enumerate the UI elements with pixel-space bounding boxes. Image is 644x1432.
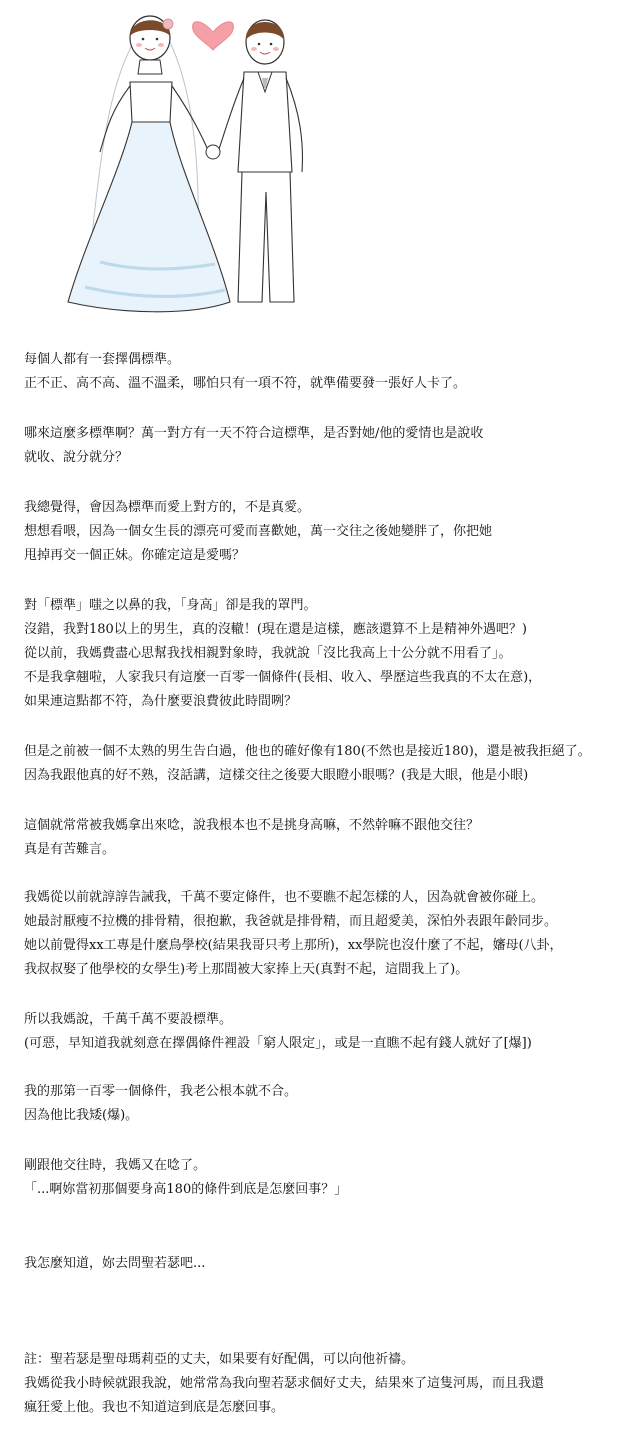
footnote-line: 瘋狂愛上他。我也不知道這到底是怎麼回事。 — [24, 1400, 285, 1415]
text-line: 因為我跟他真的好不熟，沒話講，這樣交往之後要大眼瞪小眼嗎？(我是大眼，他是小眼) — [24, 768, 529, 783]
text-line: 正不正、高不高、溫不溫柔，哪怕只有一項不符，就準備要發一張好人卡了。 — [24, 376, 467, 391]
text-line: 哪來這麼多標準啊？萬一對方有一天不符合這標準，是否對她/他的愛情也是說收 — [24, 426, 484, 441]
text-line: 剛跟他交往時，我媽又在唸了。 — [24, 1158, 207, 1173]
text-line: (可惡，早知道我就刻意在擇偶條件裡設「窮人限定」，或是一直瞧不起有錢人就好了[爆]) — [24, 1036, 532, 1051]
text-line: 但是之前被一個不太熟的男生告白過，他也的確好像有180(不然也是接近180)，還是被我拒絕了。 — [24, 744, 591, 759]
text-line: 我總覺得，會因為標準而愛上對方的，不是真愛。 — [24, 500, 311, 515]
text-line: 沒錯，我對180以上的男生，真的沒轍！(現在還是這樣，應該還算不上是精神外遇吧？) — [24, 622, 527, 637]
text-line: 不是我拿翹啦，人家我只有這麼一百零一個條件(長相、收入、學歷這些我真的不太在意)， — [24, 670, 542, 685]
text-line: 我媽從以前就諄諄告誡我，千萬不要定條件，也不要瞧不起怎樣的人，因為就會被你碰上。 — [24, 890, 545, 905]
text-line: 真是有苦難言。 — [24, 842, 116, 857]
text-line: 想想看喂，因為一個女生長的漂亮可愛而喜歡她，萬一交往之後她變胖了，你把她 — [24, 524, 493, 539]
text-line: 如果連這點都不符，為什麼要浪費彼此時間咧？ — [24, 694, 298, 709]
text-line: 我的那第一百零一個條件，我老公根本就不合。 — [24, 1084, 298, 1099]
text-line: 每個人都有一套擇偶標準。 — [24, 352, 181, 367]
text-line: 她以前覺得xx工專是什麼鳥學校(結果我哥只考上那所)，xx學院也沒什麼了不起，嬸母(八卦， — [24, 938, 563, 953]
text-line: 我怎麼知道，妳去問聖若瑟吧... — [24, 1256, 206, 1271]
text-line: 對「標準」嗤之以鼻的我，「身高」卻是我的罩門。 — [24, 598, 317, 613]
heart-icon — [193, 22, 234, 50]
text-line: 她最討厭瘦不拉機的排骨精，很抱歉，我爸就是排骨精，而且超愛美，深怕外表跟年齡同步。 — [24, 914, 558, 929]
text-line: 我叔叔娶了他學校的女學生)考上那間被大家捧上天(真對不起，這間我上了)。 — [24, 962, 469, 977]
text-line: 甩掉再交一個正妹。你確定這是愛嗎？ — [24, 548, 246, 563]
text-line: 就收、說分就分？ — [24, 450, 129, 465]
text-line: 「...啊妳當初那個要身高180的條件到底是怎麼回事？」 — [24, 1182, 348, 1197]
text-line: 從以前，我媽費盡心思幫我找相親對象時，我就說「沒比我高上十公分就不用看了」。 — [24, 646, 512, 661]
footnote-line: 我媽從我小時候就跟我說，她常常為我向聖若瑟求個好丈夫，結果來了這隻河馬，而且我還 — [24, 1376, 545, 1391]
text-line: 這個就常常被我媽拿出來唸，說我根本也不是挑身高嘛，不然幹嘛不跟他交往？ — [24, 818, 480, 833]
text-line: 因為他比我矮(爆)。 — [24, 1108, 139, 1123]
footnote-line: 註：聖若瑟是聖母瑪莉亞的丈夫，如果要有好配偶，可以向他祈禱。 — [24, 1352, 415, 1367]
wedding-couple-illustration — [30, 2, 330, 320]
text-line: 所以我媽說，千萬千萬不要設標準。 — [24, 1012, 233, 1027]
